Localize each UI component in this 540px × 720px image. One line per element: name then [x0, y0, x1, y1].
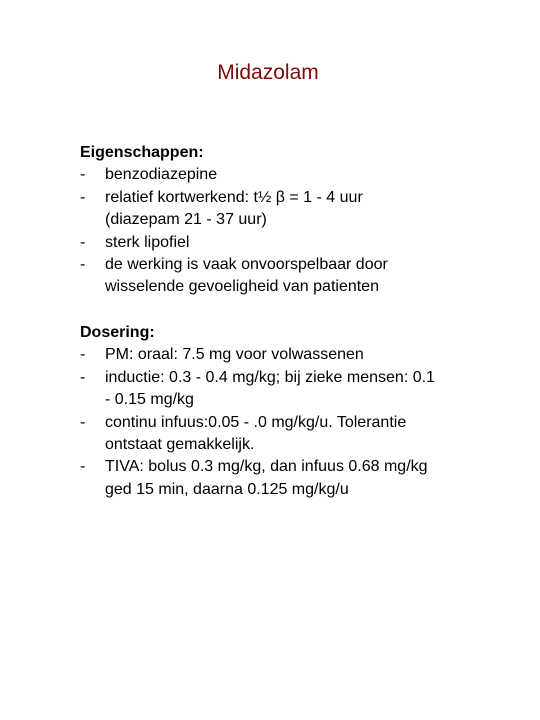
item-text	[105, 367, 500, 412]
bullet-dash: -	[80, 413, 86, 431]
item-line: relatief kortwerkend: t½ β = 1 - 4 uur	[105, 188, 363, 206]
item-line: - 0.15 mg/kg	[105, 391, 194, 409]
item-line: (diazepam 21 - 37 uur)	[105, 211, 267, 229]
list-item	[80, 254, 500, 299]
item-text	[105, 187, 500, 232]
item-text	[105, 344, 500, 366]
item-line: benzodiazepine	[105, 166, 218, 184]
item-text	[105, 254, 500, 299]
dosage-list	[80, 344, 500, 501]
item-line: TIVA: bolus 0.3 mg/kg, dan infuus 0.68 mg/kg	[105, 458, 428, 476]
property-list	[80, 164, 500, 298]
bullet-dash: -	[80, 166, 86, 184]
list-item	[80, 187, 500, 232]
item-text	[105, 164, 500, 186]
item-line: continu infuus:0.05 - .0 mg/kg/u. Tolerantie	[105, 413, 407, 431]
bullet-dash: -	[80, 368, 86, 386]
section-eigenschappen	[80, 142, 500, 299]
item-line: inductie: 0.3 - 0.4 mg/kg; bij zieke mensen: 0.1	[105, 368, 435, 386]
item-line: ontstaat gemakkelijk.	[105, 436, 255, 454]
section-heading: Dosering:	[80, 324, 155, 341]
list-item	[80, 164, 500, 186]
item-text	[105, 232, 500, 254]
bullet-dash: -	[80, 233, 86, 251]
list-item	[80, 344, 500, 366]
list-item	[80, 367, 500, 412]
bullet-dash: -	[80, 346, 86, 364]
section-dosering	[80, 322, 500, 501]
section-heading: Eigenschappen:	[80, 144, 204, 161]
page-title: Midazolam	[217, 61, 319, 84]
bullet-dash: -	[80, 458, 86, 476]
list-item	[80, 232, 500, 254]
bullet-dash: -	[80, 256, 86, 274]
item-line: sterk lipofiel	[105, 233, 190, 251]
item-line: PM: oraal: 7.5 mg voor volwassenen	[105, 346, 364, 364]
item-line: de werking is vaak onvoorspelbaar door	[105, 256, 388, 274]
list-item	[80, 412, 500, 457]
item-text	[105, 456, 500, 501]
item-line: wisselende gevoeligheid van patienten	[105, 278, 379, 296]
item-line: ged 15 min, daarna 0.125 mg/kg/u	[105, 480, 349, 498]
list-item	[80, 456, 500, 501]
item-text	[105, 412, 500, 457]
bullet-dash: -	[80, 188, 86, 206]
